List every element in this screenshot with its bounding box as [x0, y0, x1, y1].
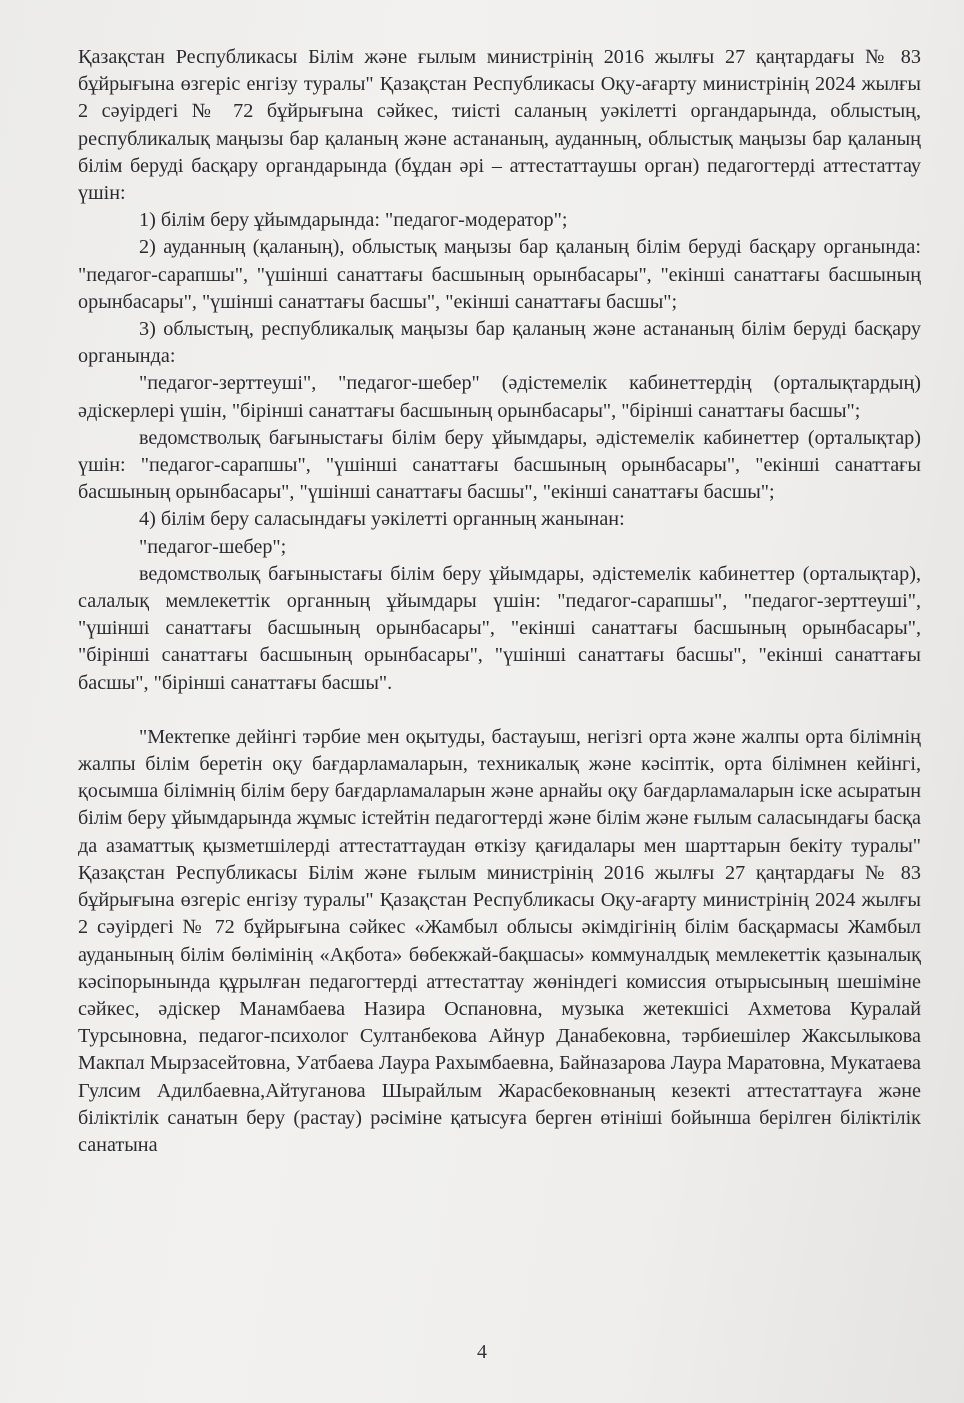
document-body [78, 44, 921, 1159]
paragraph-item-4-master: "педагог-шебер"; [139, 535, 287, 558]
paragraph-item-1: 1) білім беру ұйымдарында: "педагог-модератор"; [139, 209, 568, 232]
paragraph-item-4-departmental: ведомстволық бағыныстағы білім беру ұйымдары, әдістемелік кабинеттер (орталықтар), салалық мемлекеттік органның ұйымдары үшін: "педагог-сарапшы", "педагог-зерттеуші", "үшінші санаттағы басшының орынбасары", "екінші санаттағы басшының орынбасары", "бірінші санаттағы басшының орынбасары", "үшінші санаттағы басшы", "екінші санаттағы басшы", "бірінші санаттағы басшы". [78, 562, 921, 694]
paragraph-item-4: 4) білім беру саласындағы уәкілетті органның жанынан: [139, 508, 625, 531]
paragraph-item-3: 3) облыстың, республикалық маңызы бар қаланың және астананың білім беруді басқару органында: [78, 318, 921, 368]
paragraph-intro: Қазақстан Республикасы Білім және ғылым министрінің 2016 жылғы 27 қаңтардағы № 83 бұйрығына өзгеріс енгізу туралы" Қазақстан Республикасы Оқу-ағарту министрінің 2024 жылғы 2 сәуірдегі № 72 бұйрығына сәйкес, тиісті саланың уәкілетті органдарында, облыстың, республикалық маңызы бар қаланың және астананың, ауданның, облыстық маңызы бар қаланың білім беруді басқару органдарында (бұдан әрі – аттестаттаушы орган) педагогтерді аттестаттау үшін: [78, 46, 921, 205]
paragraph-item-3-methodists: "педагог-зерттеуші", "педагог-шебер" (әдістемелік кабинеттердің (орталықтардың) әдіскерлері үшін, "бірінші санаттағы басшының орынбасары", "бірінші санаттағы басшы"; [78, 372, 921, 422]
page-number: 4 [477, 1341, 487, 1363]
paragraph-item-2: 2) ауданның (қаланың), облыстық маңызы бар қаланың білім беруді басқару органында: "педагог-сарапшы", "үшінші санаттағы басшының орынбасары", "екінші санаттағы басшының орынбасары", "үшінші санаттағы басшы", "екінші санаттағы басшы"; [78, 236, 921, 313]
paragraph-commission-decision: "Мектепке дейінгі тәрбие мен оқытуды, бастауыш, негізгі орта және жалпы орта білімнің жалпы білім беретін оқу бағдарламаларын, техникалық және кәсіптік, орта білімнен кейінгі, қосымша білімнің білім беру бағдарламаларын және арнайы оқу бағдарламаларын іске асыратын білім беру ұйымдарында жұмыс істейтін педагогтерді және білім және ғылым саласындағы басқа да азаматтық қызметшілерді аттестаттаудан өткізу қағидалары мен шарттарын бекіту туралы" Қазақстан Республикасы Білім және ғылым министрінің 2016 жылғы 27 қаңтардағы № 83 бұйрығына өзгеріс енгізу туралы" Қазақстан Республикасы Оқу-ағарту министрінің 2024 жылғы 2 сәуірдегі № 72 бұйрығына сәйкес «Жамбыл облысы әкімдігінің білім басқармасы Жамбыл ауданының білім бөлімінің «Ақбота» бөбекжай-бақшасы» коммуналдық мемлекеттік қазыналық кәсіпорынында құрылған педагогтерді аттестаттау жөніндегі комиссия отырысының шешіміне сәйкес, әдіскер Манамбаева Назира Оспановна, музыка жетекшісі Ахметова Куралай Турсыновна, педагог-психолог Султанбекова Айнур Данабековна, тәрбиешілер Жаксылыкова Макпал Мырзасейтовна, Уатбаева Лаура Рахымбаевна, Байназарова Лаура Маратовна, Мукатаева Гулсим Адилбаевна,Айтуганова Шырайлым Жарасбековнаның кезекті аттестаттауға және біліктілік санатын беру (растау) рәсіміне қатысуға берген өтініші бойынша берілген біліктілік санатына [78, 725, 921, 1156]
paragraph-gap [78, 697, 921, 724]
paragraph-item-3-departmental: ведомстволық бағыныстағы білім беру ұйымдары, әдістемелік кабинеттер (орталықтар) үшін: "педагог-сарапшы", "үшінші санаттағы басшының орынбасары", "екінші санаттағы басшының орынбасары", "үшінші санаттағы басшы", "екінші санаттағы басшы"; [78, 426, 921, 504]
